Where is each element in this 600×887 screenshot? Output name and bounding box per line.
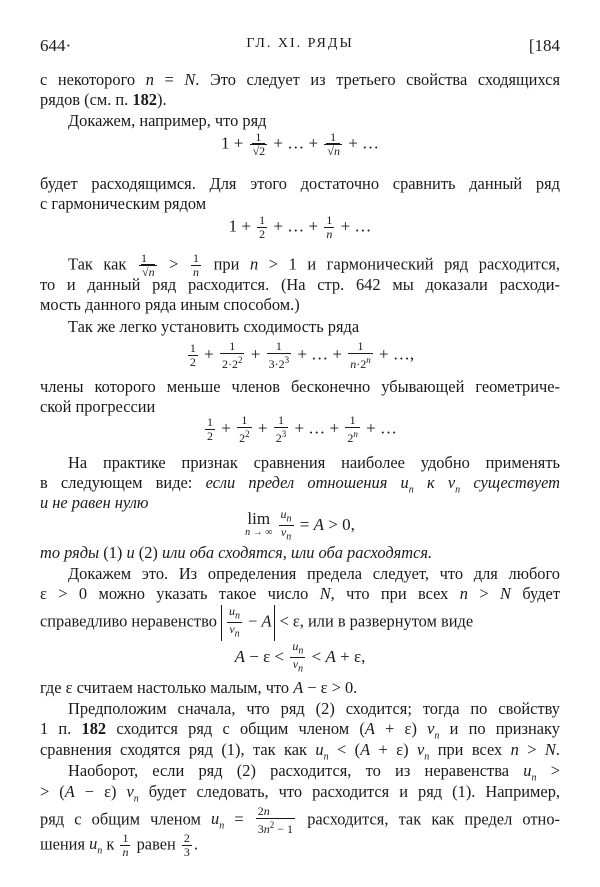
text-line: рядов (см. п. 182). <box>40 90 167 109</box>
running-header <box>40 36 560 58</box>
equation-inequality: A − ε < $\frac{u_n}{v_n}$ < A + ε, <box>234 639 366 675</box>
section-ref: [184 <box>528 36 560 55</box>
text-line: Наоборот, если ряд (2) расходится, то из неравенства $u_n$ > <box>68 761 560 784</box>
text-line: и не равен нулю <box>40 493 149 512</box>
equation-limit-ratio: lim n → ∞ $\frac{u_n}{v_n}$ = A > 0, <box>245 507 355 543</box>
text-line: Докажем, например, что ряд <box>68 111 267 130</box>
equation-harmonic-series: 1 + $\frac{1}{2}$ + … + $\frac{1}{n}$ + … <box>228 213 372 241</box>
equation-convergent-series: $\frac{1}{2}$ + $\frac{1}{2\cdot 2^2}$ + $\frac{1}{3\cdot 2^3}$ + … + $\frac{1}{n\cdot 2^n}$ + …, <box>189 339 415 371</box>
text-line: справедливо неравенство $\frac{u_n}{v_n}$ − A < ε, или в развернутом виде <box>40 604 474 640</box>
text-line: Докажем это. Из определения предела следует, что для любого <box>68 564 560 583</box>
text-line: шения $u_n$ к $\frac{1}{n}$ равен $\frac{2}{3}$ . <box>40 831 198 859</box>
text-line: 1 п. 182 сходится ряд с общим членом (A + ε) $v_n$ и по признаку <box>40 719 560 742</box>
equation-divergent-series: 1 + $\frac{1}{√2}$ + … + $\frac{1}{√n}$ + … <box>220 130 380 158</box>
text-line: где ε считаем настолько малым, что A − ε > 0. <box>40 678 358 697</box>
text-line: ε > 0 можно указать такое число N, что при всех n > N будет <box>40 584 560 603</box>
text-line: в следующем виде: если предел отношения $u_n$ к $v_n$ существует <box>40 473 560 496</box>
text-line: члены которого меньше членов бесконечно убывающей геометриче- <box>40 377 560 396</box>
text-line: то ряды (1) и (2) или оба сходятся, или оба расходятся. <box>40 543 433 562</box>
text-line: с гармоническим рядом <box>40 194 207 213</box>
text-line: Предположим сначала, что ряд (2) сходится; тогда по свойству <box>68 699 560 718</box>
text-line: ской прогрессии <box>40 397 156 416</box>
text-line: сравнения сходятся ряд (1), так как $u_n < (A + \varepsilon)$ $v_n$ при всех n > N. <box>40 740 560 763</box>
text-line: то и данный ряд расходится. (На стр. 642 мы доказали расходи- <box>40 275 560 294</box>
text-line: с некоторого n = N. Это следует из третьего свойства сходящихся <box>40 70 560 89</box>
text-line: будет расходящимся. Для этого достаточно сравнить данный ряд <box>40 174 560 193</box>
text-line: мость данного ряда иным способом.) <box>40 295 300 314</box>
text-line: Так как $\frac{1}{√n}$ > $\frac{1}{n}$ при n > 1 и гармонический ряд расходится, <box>68 251 560 279</box>
equation-geometric-series: $\frac{1}{2}$ + $\frac{1}{2^2}$ + $\frac{1}{2^3}$ + … + $\frac{1}{2^n}$ + … <box>207 413 397 445</box>
text-line: На практике признак сравнения наиболее удобно применять <box>68 453 560 472</box>
text-line: Так же легко установить сходимость ряда <box>68 317 360 336</box>
chapter-title: ГЛ. XI. РЯДЫ <box>246 36 354 51</box>
text-line: ряд с общим членом $u_n$ = $\frac{2n}{3n^2 - 1}$ расходится, так как предел отно- <box>40 804 560 836</box>
text-line: > (A − ε) $v_n$ будет следовать, что расходится и ряд (1). Например, <box>40 782 560 805</box>
page-number: 644· <box>40 36 72 55</box>
